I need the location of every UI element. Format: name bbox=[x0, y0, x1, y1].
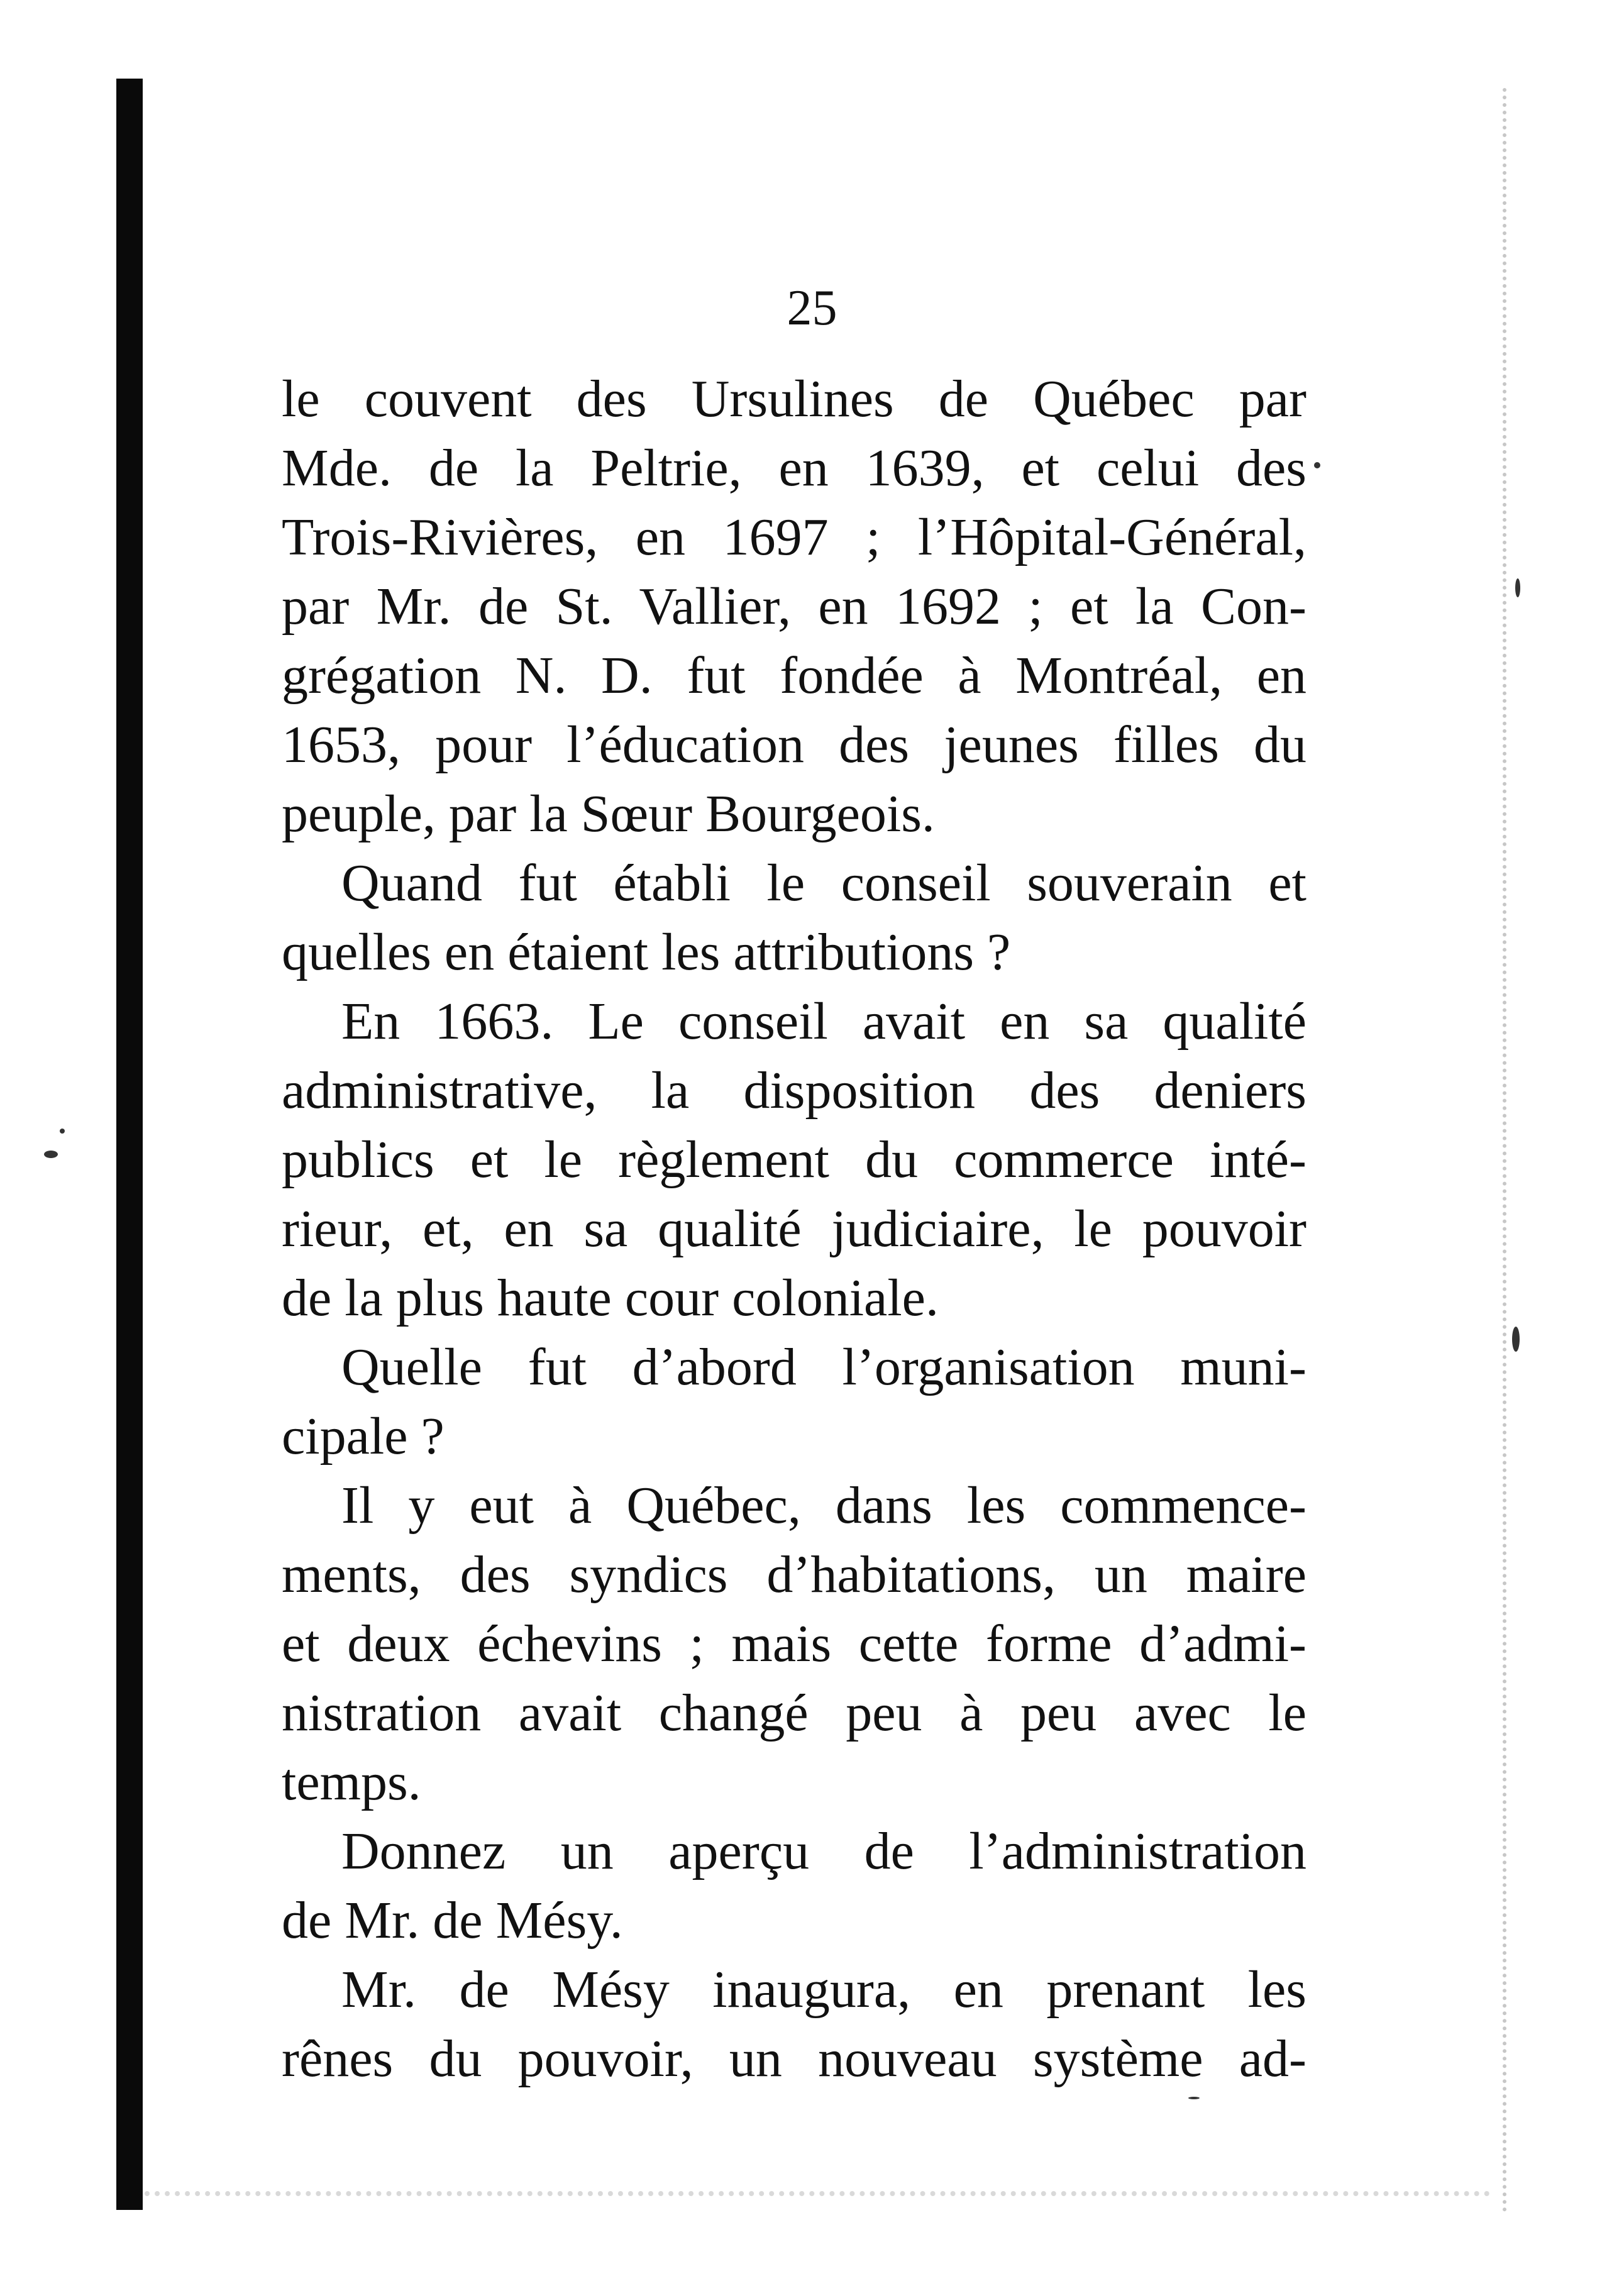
text-line: peuple, par la Sœur Bourgeois. bbox=[282, 785, 935, 843]
answer-line: ments, des syndics d’habitations, un maire bbox=[282, 1545, 1306, 1604]
page-binding-shadow bbox=[116, 79, 143, 2210]
answer-line: En 1663. Le conseil avait en sa qualité bbox=[341, 992, 1306, 1051]
question-line: cipale ? bbox=[282, 1407, 445, 1466]
scan-speck bbox=[1314, 462, 1320, 468]
answer-line: et deux échevins ; mais cette forme d’admi- bbox=[282, 1615, 1306, 1673]
answer-line: temps. bbox=[282, 1753, 421, 1811]
answer-line: Mr. de Mésy inaugura, en prenant les bbox=[341, 1960, 1306, 2019]
question-line: Donnez un aperçu de l’administration bbox=[341, 1822, 1306, 1880]
answer-line: nistration avait changé peu à peu avec le bbox=[282, 1684, 1306, 1742]
answer-line: rieur, et, en sa qualité judiciaire, le pouvoir bbox=[282, 1200, 1306, 1258]
question-line: de Mr. de Mésy. bbox=[282, 1891, 623, 1950]
text-line: Mde. de la Peltrie, en 1639, et celui des bbox=[282, 439, 1306, 497]
answer-line: publics et le règlement du commerce inté- bbox=[282, 1130, 1306, 1189]
page-right-edge bbox=[1503, 88, 1506, 2213]
answer-line: rênes du pouvoir, un nouveau système ad- bbox=[282, 2029, 1306, 2088]
text-line: par Mr. de St. Vallier, en 1692 ; et la Con- bbox=[282, 577, 1306, 636]
question-line: quelles en étaient les attributions ? bbox=[282, 923, 1011, 981]
scan-speck bbox=[44, 1151, 58, 1158]
text-line: grégation N. D. fut fondée à Montréal, en bbox=[282, 646, 1306, 705]
scan-speck bbox=[1515, 578, 1520, 597]
answer-line: de la plus haute cour coloniale. bbox=[282, 1269, 939, 1327]
text-line: 1653, pour l’éducation des jeunes filles du bbox=[282, 715, 1306, 774]
question-line: Quand fut établi le conseil souverain et bbox=[341, 854, 1306, 912]
page-number: 25 bbox=[787, 280, 837, 336]
scan-speck bbox=[1512, 1327, 1520, 1352]
page-bottom-edge bbox=[145, 2191, 1490, 2196]
text-line: le couvent des Ursulines de Québec par bbox=[282, 370, 1306, 428]
answer-line: administrative, la disposition des deniers bbox=[282, 1061, 1306, 1120]
question-line: Quelle fut d’abord l’organisation muni- bbox=[341, 1338, 1306, 1396]
scan-speck bbox=[60, 1129, 65, 1134]
scan-speck bbox=[1188, 2097, 1200, 2099]
answer-line: Il y eut à Québec, dans les commence- bbox=[341, 1476, 1306, 1535]
text-line: Trois-Rivières, en 1697 ; l’Hôpital-Général, bbox=[282, 508, 1306, 566]
page-text bbox=[282, 365, 1306, 2094]
